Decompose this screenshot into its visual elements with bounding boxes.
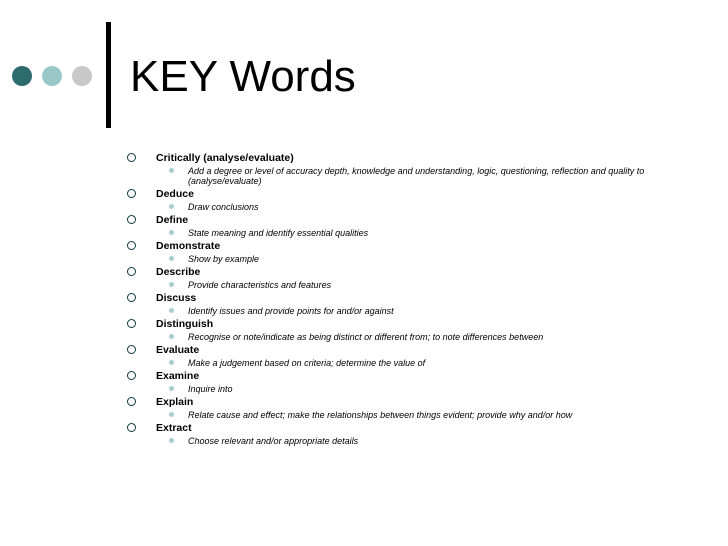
definition-text: Add a degree or level of accuracy depth, knowledge and understanding, logic, questioning, reflection and quality to (analyse/evaluate) bbox=[188, 166, 645, 186]
filled-circle-bullet-icon bbox=[169, 282, 174, 287]
filled-circle-bullet-icon bbox=[169, 204, 174, 209]
term-name: Evaluate bbox=[156, 344, 200, 356]
filled-circle-bullet-icon bbox=[169, 334, 174, 339]
title-divider bbox=[106, 22, 111, 128]
term-definition bbox=[156, 436, 667, 446]
definition-text: Identify issues and provide points for and/or against bbox=[188, 306, 394, 316]
term-name: Extract bbox=[156, 422, 192, 434]
definition-text: Inquire into bbox=[188, 384, 233, 394]
term-item bbox=[127, 396, 667, 420]
hollow-circle-bullet-icon bbox=[127, 397, 136, 406]
term-definition bbox=[156, 254, 667, 264]
term-name: Describe bbox=[156, 266, 201, 278]
term-item bbox=[127, 188, 667, 212]
hollow-circle-bullet-icon bbox=[127, 319, 136, 328]
hollow-circle-bullet-icon bbox=[127, 189, 136, 198]
filled-circle-bullet-icon bbox=[169, 386, 174, 391]
term-definition bbox=[156, 358, 667, 368]
filled-circle-bullet-icon bbox=[169, 256, 174, 261]
term-name: Critically (analyse/evaluate) bbox=[156, 152, 294, 164]
term-item bbox=[127, 292, 667, 316]
definition-text: Relate cause and effect; make the relationships between things evident; provide why and/or how bbox=[188, 410, 573, 420]
dot-light-teal-icon bbox=[42, 66, 62, 86]
term-name: Discuss bbox=[156, 292, 197, 304]
term-name: Distinguish bbox=[156, 318, 214, 330]
term-definition bbox=[156, 410, 667, 420]
filled-circle-bullet-icon bbox=[169, 360, 174, 365]
term-name: Demonstrate bbox=[156, 240, 221, 252]
hollow-circle-bullet-icon bbox=[127, 371, 136, 380]
filled-circle-bullet-icon bbox=[169, 438, 174, 443]
term-definition bbox=[156, 384, 667, 394]
definition-text: Make a judgement based on criteria; determine the value of bbox=[188, 358, 426, 368]
term-item bbox=[127, 152, 667, 186]
decorative-dots bbox=[12, 66, 96, 86]
hollow-circle-bullet-icon bbox=[127, 215, 136, 224]
definition-text: Choose relevant and/or appropriate details bbox=[188, 436, 359, 446]
term-item bbox=[127, 214, 667, 238]
filled-circle-bullet-icon bbox=[169, 168, 174, 173]
filled-circle-bullet-icon bbox=[169, 230, 174, 235]
hollow-circle-bullet-icon bbox=[127, 345, 136, 354]
hollow-circle-bullet-icon bbox=[127, 267, 136, 276]
definition-text: Recognise or note/indicate as being distinct or different from; to note differences between bbox=[188, 332, 544, 342]
hollow-circle-bullet-icon bbox=[127, 423, 136, 432]
term-name: Examine bbox=[156, 370, 200, 382]
definition-text: Draw conclusions bbox=[188, 202, 259, 212]
term-item bbox=[127, 240, 667, 264]
term-definition bbox=[156, 332, 667, 342]
term-name: Define bbox=[156, 214, 189, 226]
term-definition bbox=[156, 166, 667, 186]
definition-text: State meaning and identify essential qualities bbox=[188, 228, 369, 238]
hollow-circle-bullet-icon bbox=[127, 293, 136, 302]
term-item bbox=[127, 266, 667, 290]
term-item bbox=[127, 422, 667, 446]
definition-text: Show by example bbox=[188, 254, 260, 264]
definition-text: Provide characteristics and features bbox=[188, 280, 332, 290]
term-list bbox=[127, 152, 667, 448]
filled-circle-bullet-icon bbox=[169, 308, 174, 313]
term-item bbox=[127, 370, 667, 394]
dot-dark-teal-icon bbox=[12, 66, 32, 86]
term-item bbox=[127, 344, 667, 368]
term-definition bbox=[156, 280, 667, 290]
slide-title: KEY Words bbox=[130, 52, 356, 101]
term-definition bbox=[156, 202, 667, 212]
hollow-circle-bullet-icon bbox=[127, 241, 136, 250]
dot-grey-icon bbox=[72, 66, 92, 86]
term-definition bbox=[156, 228, 667, 238]
filled-circle-bullet-icon bbox=[169, 412, 174, 417]
hollow-circle-bullet-icon bbox=[127, 153, 136, 162]
term-item bbox=[127, 318, 667, 342]
term-definition bbox=[156, 306, 667, 316]
term-name: Deduce bbox=[156, 188, 194, 200]
term-name: Explain bbox=[156, 396, 194, 408]
